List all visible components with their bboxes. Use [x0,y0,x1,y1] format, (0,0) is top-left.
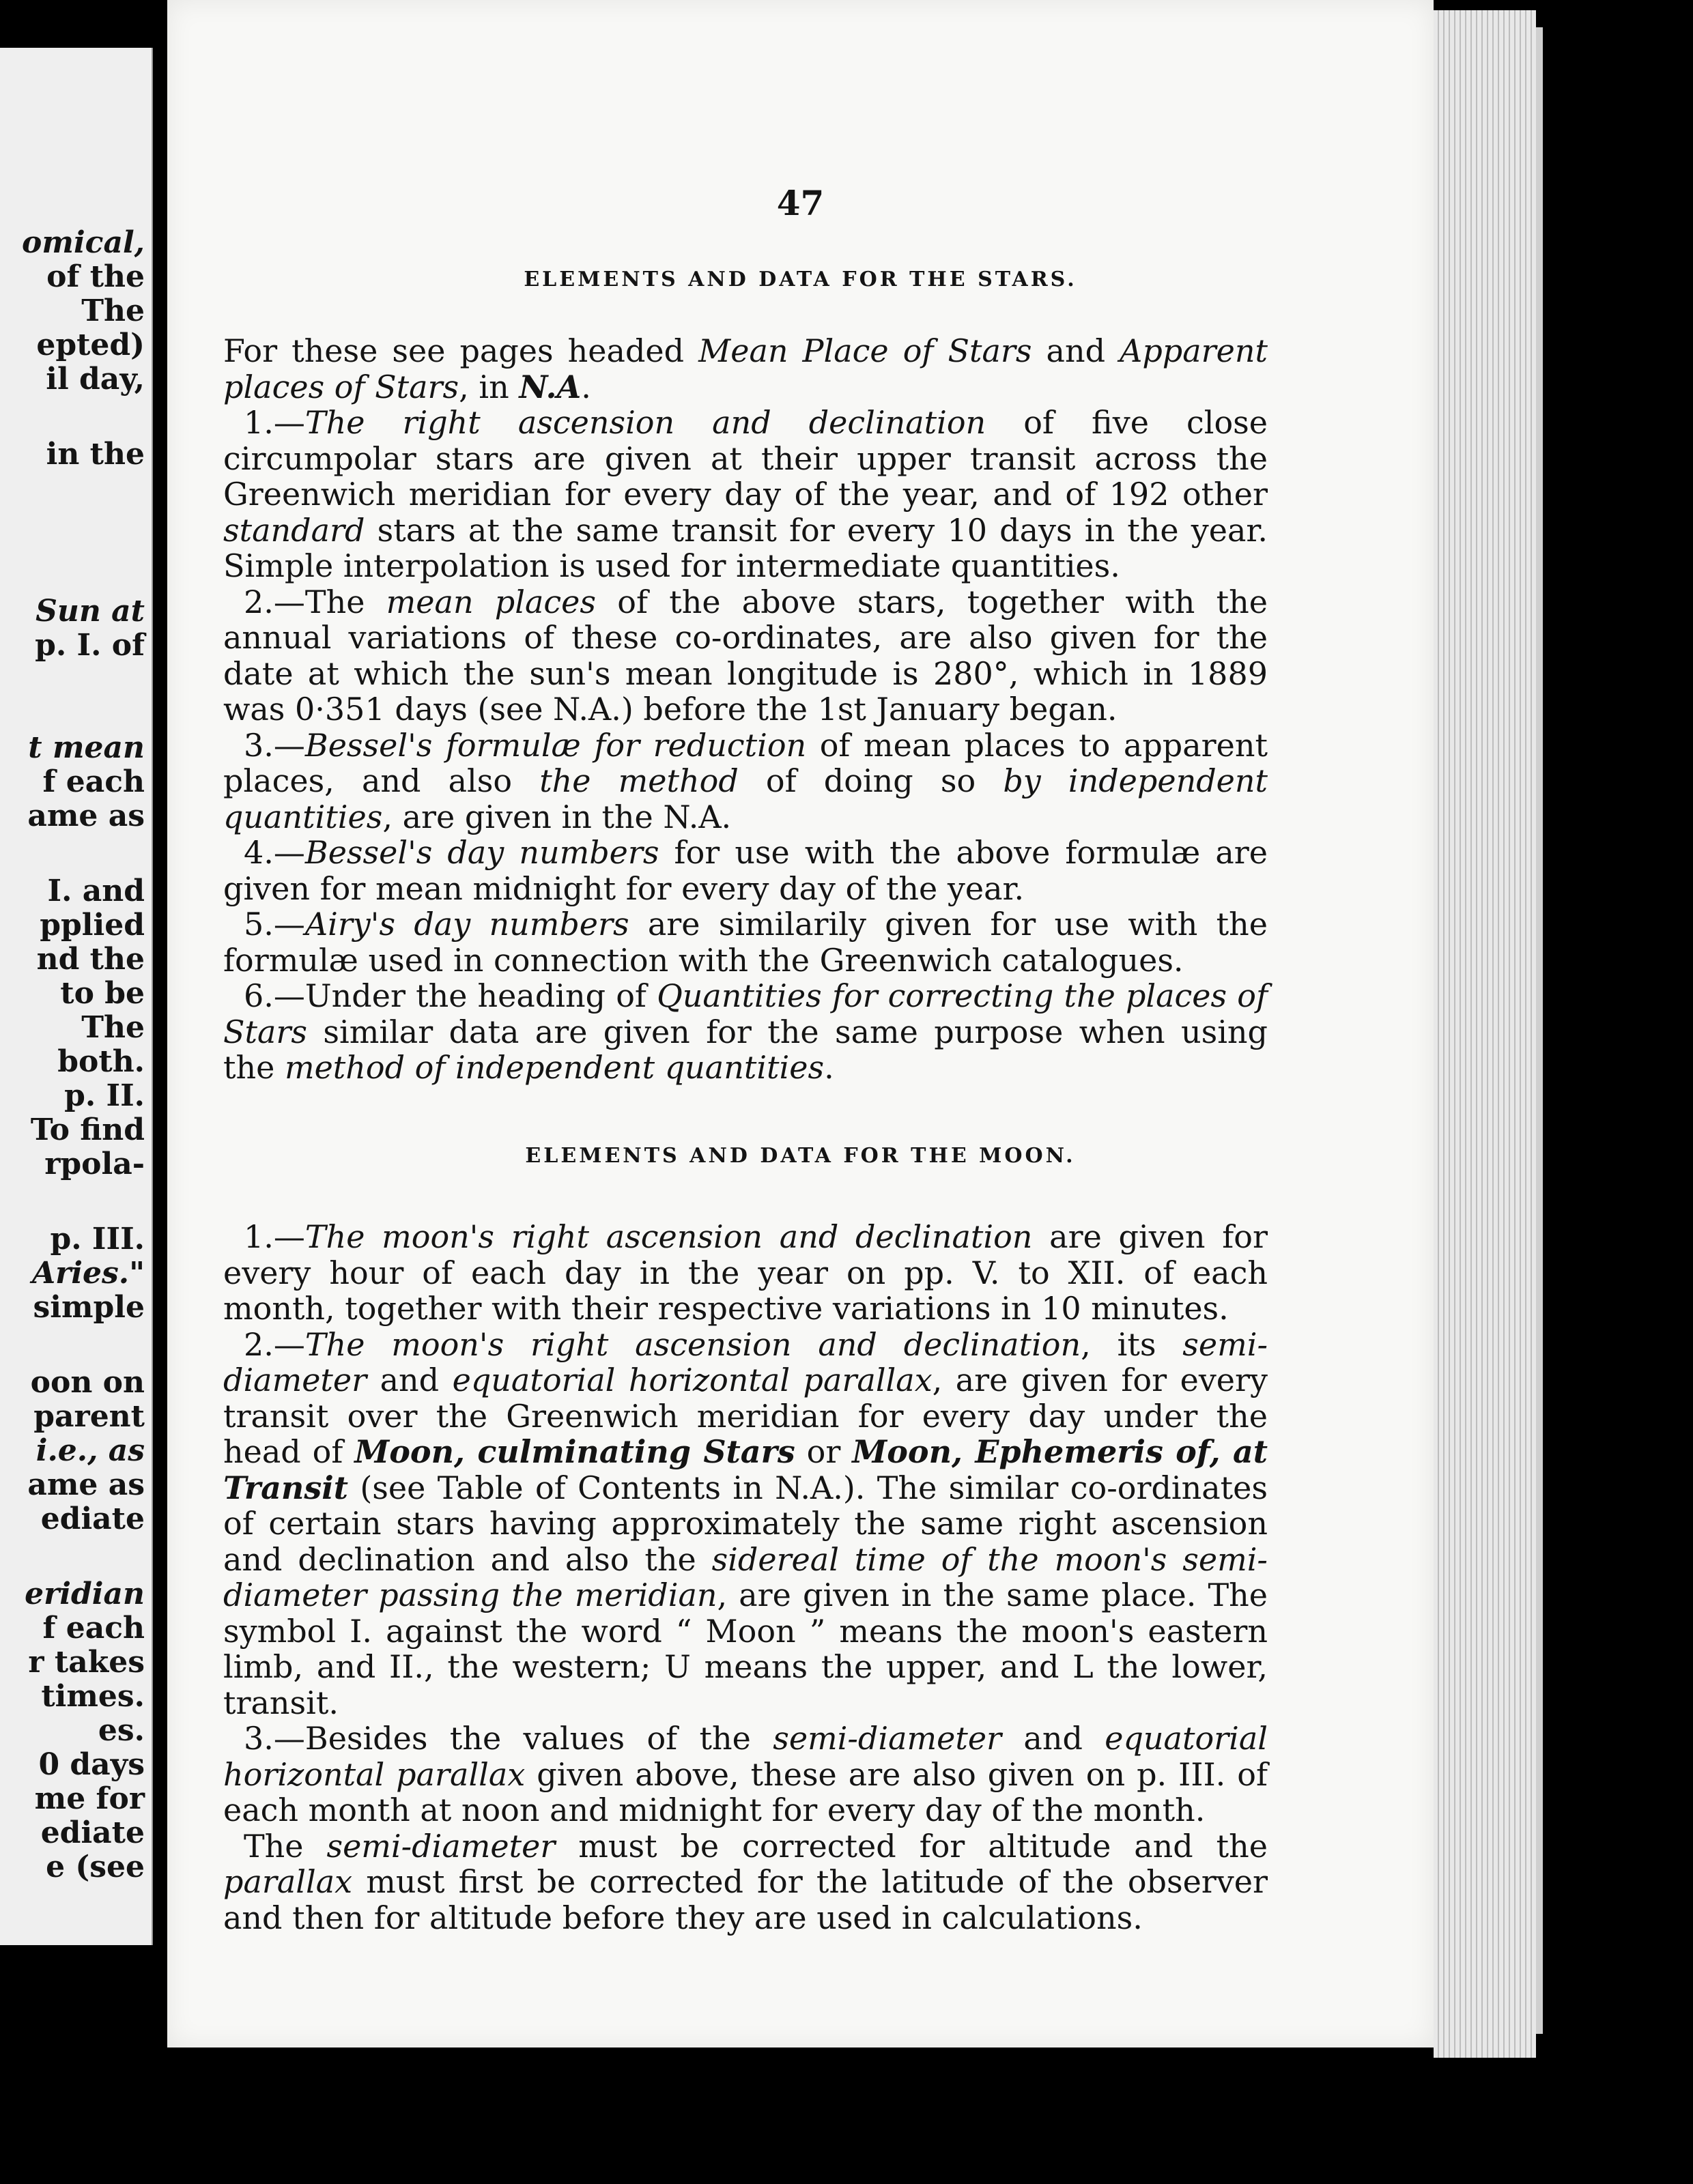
page-number: 47 [776,183,825,223]
left-page-line: eridian [25,1577,145,1611]
left-page-line: p. II. [64,1078,145,1113]
moon-paragraph-4: The semi-diameter must be corrected for altitude and the parallax must first be corrected for the latitude of the observer and then for altitude before they are used in calculations. [223,1827,1268,1936]
left-page-line: ame as [27,1467,145,1502]
left-page-line: me for [34,1781,145,1816]
stars-paragraph-6: 6.—Under the heading of Quantities for correcting the places of Stars similar data are given for the same purpose when using the method of independent quantities. [223,977,1268,1086]
stars-heading: ELEMENTS AND DATA FOR THE STARS. [524,268,1077,291]
left-page-fragment [0,48,153,1945]
left-page-line: pplied [40,908,145,943]
left-page-line: epted) [36,328,145,362]
left-page-line: parent [33,1399,145,1434]
stars-paragraph-5: 5.—Airy's day numbers are similarily given for use with the formulæ used in connection with the Greenwich catalogues. [223,906,1268,979]
left-page-line: oon on [30,1365,145,1400]
left-page-line: Sun at [35,594,145,629]
left-page-line: p. I. of [35,628,145,663]
left-page-line: ediate [40,1815,145,1850]
left-page-line: rpola- [44,1147,145,1181]
left-page-line: simple [33,1290,145,1325]
stars-paragraph-1: 1.—The right ascension and declination of five close circumpolar stars are given at their upper transit across the Greenwich meridian for every day of the year, and of 192 other standard stars at the same transit for every 10 days in the year. Simple interpolation is used for intermediate quantities. [223,404,1268,584]
stars-paragraph-4: 4.—Bessel's day numbers for use with the above formulæ are given for mean midnight for every day of the year. [223,834,1268,907]
moon-paragraph-3: 3.—Besides the values of the semi-diameter and equatorial horizontal parallax given above, these are also given on p. III. of each month at noon and midnight for every day of the month. [223,1720,1268,1828]
left-page-line: both. [57,1044,145,1079]
left-page-line: The [81,293,145,328]
left-page-line: To find [30,1112,145,1147]
left-page-line: il day, [46,362,145,397]
left-page-line: i.e., as [35,1433,145,1468]
moon-paragraph-1: 1.—The moon's right ascension and declination are given for every hour of each day in the year on pp. V. to XII. of each month, together with their respective variations in 10 minutes. [223,1218,1268,1327]
left-page-line: f each [42,764,145,799]
book-page [167,0,1434,2048]
left-page-line: t mean [28,730,145,765]
left-page-line: p. III. [50,1222,145,1256]
left-page-line: I. and [47,874,145,908]
moon-paragraph-2: 2.—The moon's right ascension and declination, its semi-diameter and equatorial horizontal parallax, are given for every transit over the Greenwich meridian for every day under the head of Moon, culminating Stars or Moon, Ephemeris of, at Transit (see Table of Contents in N.A.). The similar co-ordinates of certain stars having approximately the same right ascension and declination and also the sidereal time of the moon's semi-diameter passing the meridian, are given in the same place. The symbol I. against the word “ Moon ” means the moon's eastern limb, and II., the western; U means the upper, and L the lower, transit. [223,1325,1268,1721]
left-page-line: to be [60,976,145,1011]
stars-intro: For these see pages headed Mean Place of Stars and Apparent places of Stars, in N.A. [223,332,1268,405]
left-page-line: ediate [40,1502,145,1536]
page-edge-strip [1536,27,1543,2034]
left-page-line: ame as [27,799,145,833]
left-page-line: The [81,1010,145,1045]
moon-section [223,1219,1268,1936]
stars-paragraph-2: 2.—The mean places of the above stars, together with the annual variations of these co-ordinates, are also given for the date at which the sun's mean longitude is 280°, which in 1889 was 0·351 days (see N.A.) before the 1st January began. [223,583,1268,728]
left-page-line: Aries." [31,1256,145,1291]
left-page-line: 0 days [38,1747,145,1782]
left-page-line: nd the [36,942,145,977]
stars-section [223,333,1268,1086]
page-edges [1434,10,1536,2058]
moon-heading: ELEMENTS AND DATA FOR THE MOON. [525,1144,1076,1168]
stars-paragraph-3: 3.—Bessel's formulæ for reduction of mean places to apparent places, and also the method of doing so by independent quantities, are given in the N.A. [223,726,1268,835]
left-page-line: f each [42,1611,145,1646]
left-page-line: e (see [46,1850,145,1884]
left-page-line: of the [46,259,145,294]
left-page-line: omical, [22,225,145,260]
left-page-line: r takes [28,1645,145,1680]
left-page-line: times. [41,1679,145,1714]
left-page-line: in the [46,437,145,472]
left-page-line: es. [98,1713,145,1748]
